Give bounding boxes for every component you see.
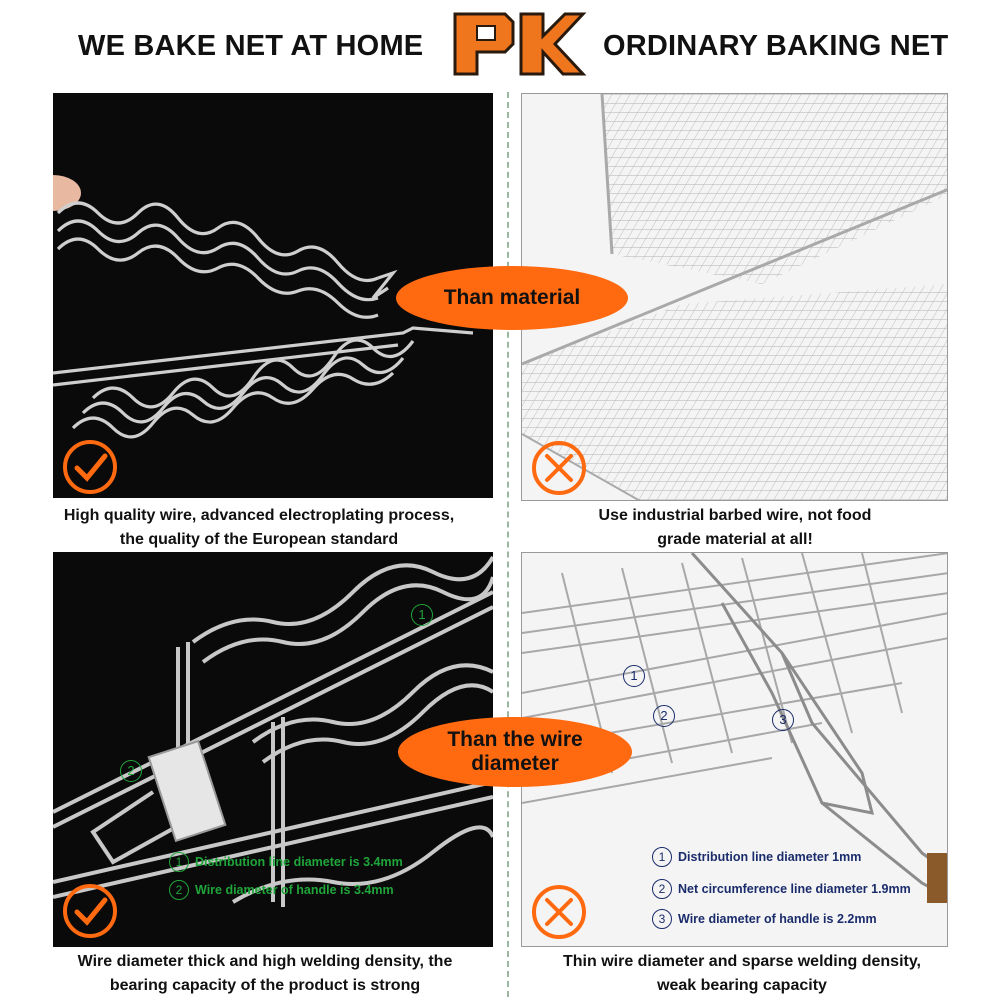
right-note-3: 3 Wire diameter of handle is 2.2mm [652, 909, 877, 929]
cross-circle-icon [530, 883, 588, 941]
check-circle-icon [61, 438, 119, 496]
right-marker-3: 3 [772, 709, 794, 731]
right-marker-1: 1 [623, 665, 645, 687]
than-wire-diameter-label: Than the wire diameter [398, 717, 632, 787]
ordinary-diameter-caption: Thin wire diameter and sparse welding density, weak bearing capacity [562, 953, 921, 994]
right-marker-2: 2 [653, 705, 675, 727]
right-note-2: 2 Net circumference line diameter 1.9mm [652, 879, 911, 899]
left-marker-1: 1 [411, 604, 433, 626]
than-material-label: Than material [396, 266, 628, 330]
pk-logo-icon [447, 8, 587, 80]
right-note-1: 1 Distribution line diameter 1mm [652, 847, 861, 867]
right-title: ORDINARY BAKING NET [603, 30, 949, 62]
left-note-1: 1 Distribution line diameter is 3.4mm [169, 852, 403, 872]
left-marker-2: 2 [120, 760, 142, 782]
ordinary-material-caption: Use industrial barbed wire, not food grade material at all! [598, 507, 872, 548]
left-title: WE BAKE NET AT HOME [78, 30, 424, 62]
left-note-2: 2 Wire diameter of handle is 3.4mm [169, 880, 394, 900]
check-circle-icon [61, 882, 119, 940]
home-material-caption: High quality wire, advanced electroplating process, the quality of the European standard [63, 507, 455, 548]
cross-circle-icon [530, 439, 588, 497]
home-diameter-caption: Wire diameter thick and high welding density, the bearing capacity of the product is strong [77, 953, 453, 994]
